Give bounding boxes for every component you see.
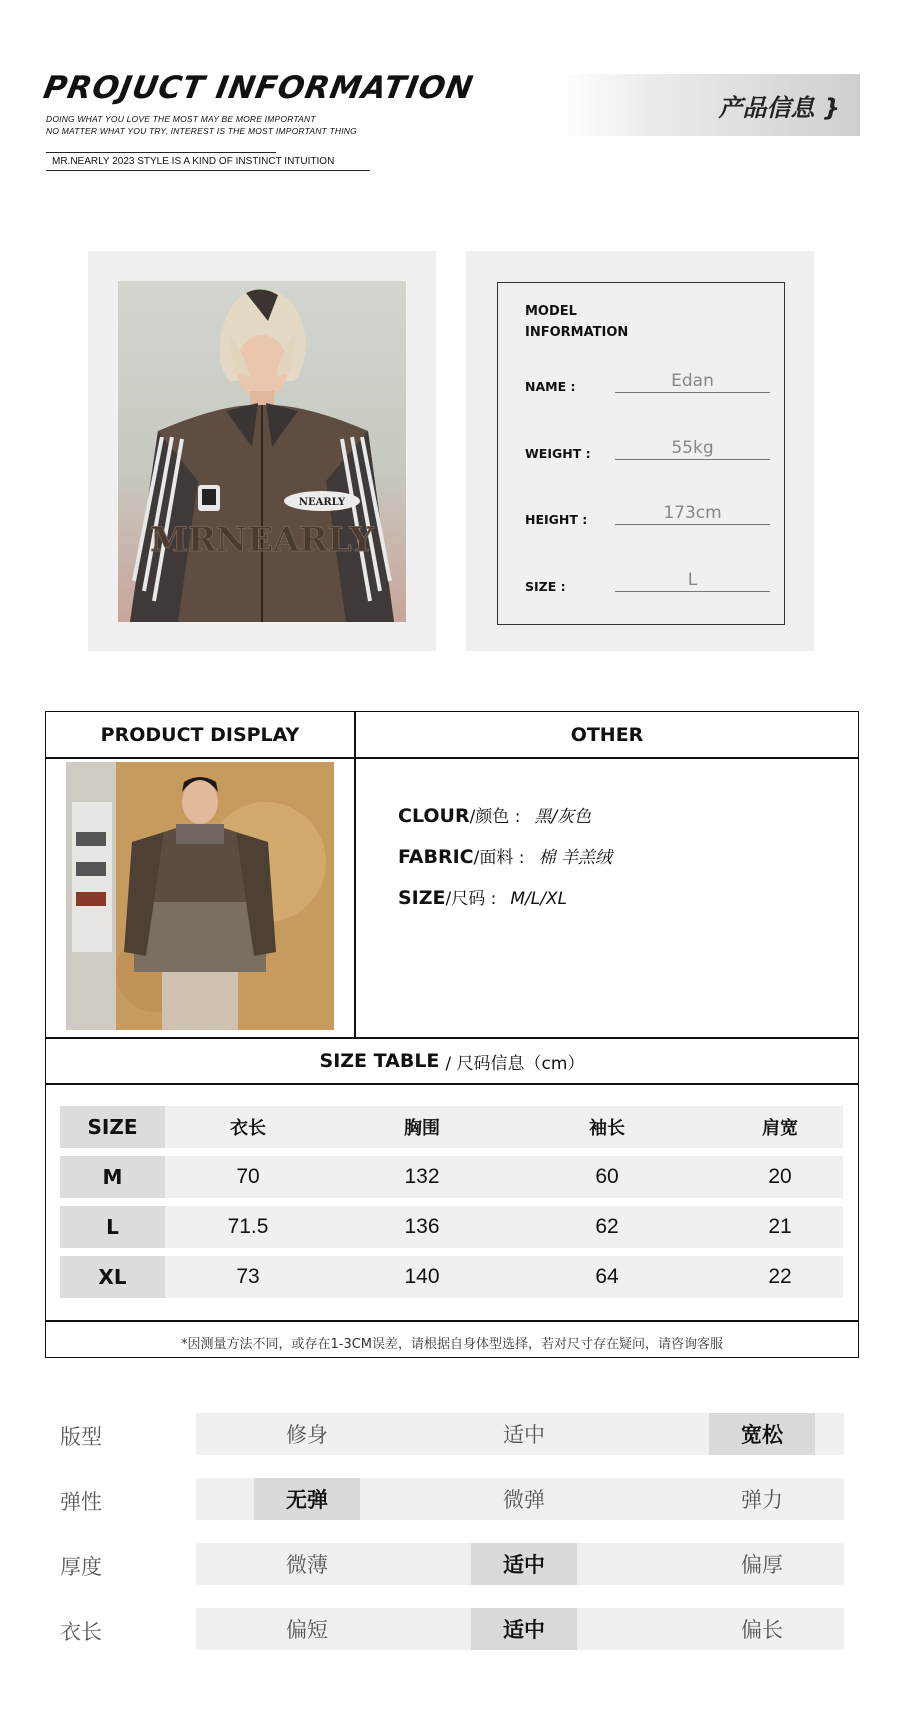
header-tagline-1: DOING WHAT YOU LOVE THE MOST MAY BE MORE IMPORTANT bbox=[46, 114, 316, 124]
shoulder-cell: 20 bbox=[768, 1165, 792, 1188]
attr-option-thickness-2: 适中 bbox=[471, 1543, 577, 1585]
model-weight-value: 55kg bbox=[615, 438, 770, 460]
sleeve-cell: 64 bbox=[595, 1265, 619, 1288]
spec-fabric-value: 棉 羊羔绒 bbox=[538, 848, 612, 868]
shoulder-cell: 22 bbox=[768, 1265, 792, 1288]
model-weight-label: WEIGHT : bbox=[525, 446, 591, 461]
spec-colour-key: CLOUR bbox=[398, 805, 470, 827]
model-size-value: L bbox=[615, 570, 770, 592]
model-info-heading bbox=[525, 301, 628, 343]
attr-option-length-1: 偏短 bbox=[286, 1618, 328, 1642]
header-divider-long bbox=[46, 170, 370, 171]
attr-option-thickness-3: 偏厚 bbox=[741, 1553, 783, 1577]
size-cell: M bbox=[60, 1156, 165, 1198]
chest-col-header: 胸围 bbox=[404, 1118, 440, 1139]
size-table-header-row bbox=[60, 1106, 843, 1148]
product-photo bbox=[66, 762, 334, 1030]
spec-colour-value: 黑/灰色 bbox=[534, 807, 592, 827]
attr-track-length bbox=[196, 1608, 844, 1650]
attr-option-elasticity-1: 无弹 bbox=[254, 1478, 360, 1520]
size-cell: XL bbox=[60, 1256, 165, 1298]
table-divider-note bbox=[46, 1320, 858, 1322]
size-cell: L bbox=[60, 1206, 165, 1248]
chest-cell: 136 bbox=[404, 1215, 440, 1238]
table-row bbox=[60, 1156, 843, 1198]
spec-size-cn: /尺码 : bbox=[445, 889, 497, 909]
model-height-value: 173cm bbox=[615, 503, 770, 525]
model-name-value: Edan bbox=[615, 371, 770, 393]
header-banner-text: 产品信息 } bbox=[718, 94, 840, 122]
spec-colour bbox=[398, 802, 591, 828]
length-cell: 70 bbox=[236, 1165, 260, 1188]
sleeve-cell: 60 bbox=[595, 1165, 619, 1188]
attr-option-fit-1: 修身 bbox=[286, 1423, 328, 1447]
spec-size bbox=[398, 884, 567, 910]
product-display-header: PRODUCT DISPLAY bbox=[100, 723, 300, 746]
model-height-label: HEIGHT : bbox=[525, 512, 588, 527]
table-divider-vertical bbox=[354, 712, 356, 1037]
chest-cell: 140 bbox=[404, 1265, 440, 1288]
length-cell: 71.5 bbox=[227, 1215, 269, 1238]
spec-size-key: SIZE bbox=[398, 887, 446, 909]
header-divider-short bbox=[46, 152, 276, 153]
model-name-label: NAME : bbox=[525, 379, 576, 394]
jacket-lettering: MRNEARLY bbox=[150, 520, 374, 560]
header-tagline-2: NO MATTER WHAT YOU TRY, INTEREST IS THE MOST IMPORTANT THING bbox=[46, 126, 357, 136]
sleeve-col-header: 袖长 bbox=[589, 1118, 625, 1139]
attr-option-length-2: 适中 bbox=[471, 1608, 577, 1650]
header-brand-line: MR.NEARLY 2023 STYLE IS A KIND OF INSTINCT INTUITION bbox=[52, 156, 335, 167]
chest-cell: 132 bbox=[404, 1165, 440, 1188]
spec-size-value: M/L/XL bbox=[510, 889, 568, 909]
attr-option-fit-2: 适中 bbox=[503, 1423, 545, 1447]
model-photo bbox=[118, 281, 406, 622]
attr-label-length: 衣长 bbox=[60, 1620, 102, 1644]
size-table-title bbox=[46, 1038, 858, 1084]
sleeve-cell: 62 bbox=[595, 1215, 619, 1238]
model-info-heading-line2: INFORMATION bbox=[525, 325, 629, 340]
spec-fabric-cn: /面料 : bbox=[473, 848, 525, 868]
attr-option-elasticity-3: 弹力 bbox=[741, 1488, 783, 1512]
attr-option-fit-3: 宽松 bbox=[709, 1413, 815, 1455]
length-cell: 73 bbox=[236, 1265, 260, 1288]
model-size-label: SIZE : bbox=[525, 579, 566, 594]
table-divider-header bbox=[46, 757, 858, 759]
page-title: PROJUCT INFORMATION bbox=[40, 70, 477, 106]
attr-option-thickness-1: 微薄 bbox=[286, 1553, 328, 1577]
table-row bbox=[60, 1206, 843, 1248]
attr-track-fit bbox=[196, 1413, 844, 1455]
shoulder-cell: 21 bbox=[768, 1215, 792, 1238]
attr-track-elasticity bbox=[196, 1478, 844, 1520]
attr-label-elasticity: 弹性 bbox=[60, 1490, 102, 1514]
spec-colour-cn: /颜色 : bbox=[469, 807, 521, 827]
attr-option-length-3: 偏长 bbox=[741, 1618, 783, 1642]
length-col-header: 衣长 bbox=[230, 1118, 266, 1139]
jacket-patch-text: NEARLY bbox=[298, 497, 346, 508]
measurement-note: *因测量方法不同，或存在1-3CM误差，请根据自身体型选择，若对尺寸存在疑问，请咨询客服 bbox=[180, 1337, 724, 1352]
shoulder-col-header: 肩宽 bbox=[762, 1118, 798, 1139]
attr-label-thickness: 厚度 bbox=[60, 1555, 102, 1579]
attr-track-thickness bbox=[196, 1543, 844, 1585]
table-row bbox=[60, 1256, 843, 1298]
header-banner bbox=[560, 74, 860, 136]
model-info-heading-line1: MODEL bbox=[525, 304, 577, 319]
attr-option-elasticity-2: 微弹 bbox=[503, 1488, 545, 1512]
model-info-card bbox=[497, 282, 785, 625]
attr-label-fit: 版型 bbox=[60, 1425, 102, 1449]
size-table-title-cn: / 尺码信息（cm） bbox=[445, 1053, 585, 1074]
size-col-header: SIZE bbox=[60, 1106, 165, 1148]
other-header: OTHER bbox=[570, 723, 644, 746]
spec-fabric-key: FABRIC bbox=[398, 846, 474, 868]
product-table bbox=[45, 711, 859, 1358]
size-table-title-en: SIZE TABLE bbox=[319, 1050, 440, 1072]
spec-fabric bbox=[398, 843, 612, 869]
